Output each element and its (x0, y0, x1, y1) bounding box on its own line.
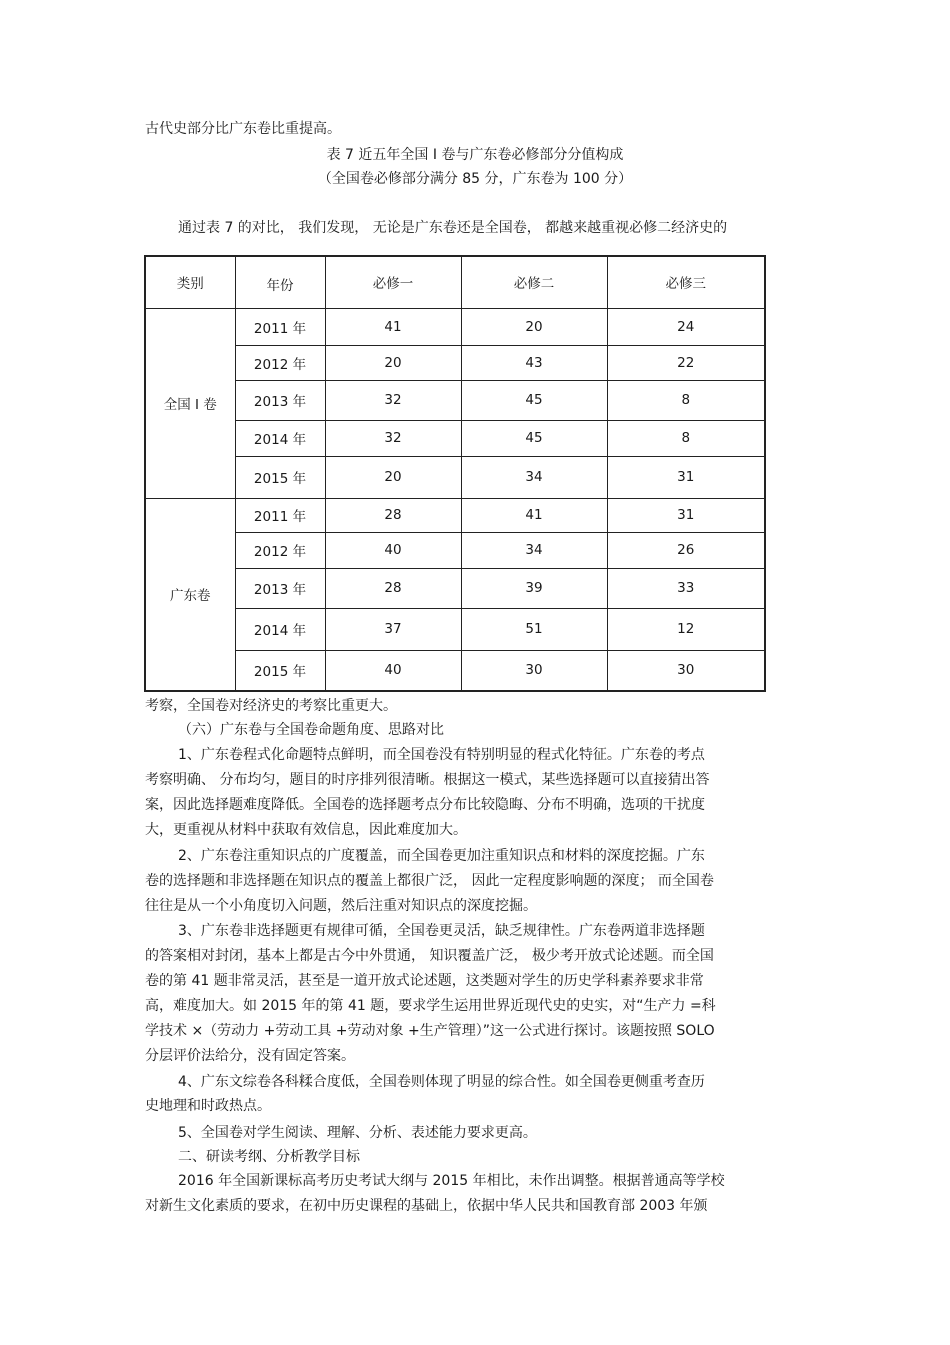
year-cell: 2012 年 (235, 345, 325, 380)
value-cell: 45 (461, 420, 607, 456)
value-cell: 24 (607, 308, 765, 345)
table-row (145, 532, 765, 568)
value-cell: 34 (461, 532, 607, 568)
table-caption: 表 7 近五年全国 I 卷与广东卷必修部分分值构成 (326, 147, 624, 163)
value-cell: 39 (461, 568, 607, 608)
section-heading: 二、研读考纲、分析教学目标 (178, 1149, 360, 1165)
table-row (145, 420, 765, 456)
header-col1: 必修一 (325, 256, 461, 308)
year-cell: 2011 年 (235, 308, 325, 345)
year-cell: 2013 年 (235, 380, 325, 420)
body-line: 卷的选择题和非选择题在知识点的覆盖上都很广泛， 因此一定程度影响题的深度； 而全国卷 (145, 873, 714, 889)
value-cell: 45 (461, 380, 607, 420)
value-cell: 30 (607, 650, 765, 691)
body-line: 考察明确、 分布均匀，题目的时序排列很清晰。根据这一模式，某些选择题可以直接猜出答 (145, 772, 710, 788)
value-cell: 20 (325, 456, 461, 498)
value-cell: 32 (325, 420, 461, 456)
value-cell: 8 (607, 420, 765, 456)
year-cell: 2014 年 (235, 420, 325, 456)
table-row (145, 345, 765, 380)
value-cell: 40 (325, 650, 461, 691)
header-year: 年份 (235, 256, 325, 308)
body-line: 大，更重视从材料中获取有效信息，因此难度加大。 (145, 822, 467, 838)
value-cell: 41 (325, 308, 461, 345)
body-line: 的答案相对封闭，基本上都是古今中外贯通， 知识覆盖广泛， 极少考开放式论述题。而全国 (145, 948, 714, 964)
body-line: 对新生文化素质的要求，在初中历史课程的基础上，依据中华人民共和国教育部 2003 年颁 (145, 1198, 708, 1214)
table-subcaption: （全国卷必修部分满分 85 分，广东卷为 100 分） (317, 171, 633, 187)
table-header-row (145, 256, 765, 308)
body-line: 3、广东卷非选择题更有规律可循，全国卷更灵活，缺乏规律性。广东卷两道非选择题 (178, 923, 705, 939)
value-cell: 20 (325, 345, 461, 380)
value-cell: 22 (607, 345, 765, 380)
lead-paragraph: 通过表 7 的对比， 我们发现， 无论是广东卷还是全国卷， 都越来越重视必修二经济史的 (178, 220, 728, 236)
body-line: 学技术 ×（劳动力 +劳动工具 +劳动对象 +生产管理）”这一公式进行探讨。该题按照 SOLO (145, 1023, 715, 1039)
table-row (145, 650, 765, 691)
body-line: 2016 年全国新课标高考历史考试大纲与 2015 年相比，未作出调整。根据普通高等学校 (178, 1173, 725, 1189)
year-cell: 2011 年 (235, 498, 325, 532)
year-cell: 2013 年 (235, 568, 325, 608)
body-line: 高，难度加大。如 2015 年的第 41 题，要求学生运用世界近现代史的史实，对“生产力 =科 (145, 998, 716, 1014)
table-row (145, 380, 765, 420)
value-cell: 37 (325, 608, 461, 650)
year-cell: 2015 年 (235, 456, 325, 498)
value-cell: 32 (325, 380, 461, 420)
body-line: 1、广东卷程式化命题特点鲜明，而全国卷没有特别明显的程式化特征。广东卷的考点 (178, 747, 705, 763)
score-table (144, 255, 766, 692)
body-line: 卷的第 41 题非常灵活，甚至是一道开放式论述题，这类题对学生的历史学科素养要求非常 (145, 973, 704, 989)
header-col2: 必修二 (461, 256, 607, 308)
year-cell: 2015 年 (235, 650, 325, 691)
year-cell: 2014 年 (235, 608, 325, 650)
value-cell: 33 (607, 568, 765, 608)
value-cell: 20 (461, 308, 607, 345)
intro-line: 古代史部分比广东卷比重提高。 (145, 121, 341, 137)
body-line: 史地理和时政热点。 (145, 1098, 271, 1114)
year-cell: 2012 年 (235, 532, 325, 568)
table-row (145, 568, 765, 608)
body-line: 2、广东卷注重知识点的广度覆盖，而全国卷更加注重知识点和材料的深度挖掘。广东 (178, 848, 705, 864)
table-row (145, 608, 765, 650)
value-cell: 30 (461, 650, 607, 691)
body-line: 考察，全国卷对经济史的考察比重更大。 (145, 698, 397, 714)
body-line: 4、广东文综卷各科糅合度低，全国卷则体现了明显的综合性。如全国卷更侧重考查历 (178, 1074, 705, 1090)
body-line: 往往是从一个小角度切入问题，然后注重对知识点的深度挖掘。 (145, 898, 537, 914)
body-line: 案，因此选择题难度降低。全国卷的选择题考点分布比较隐晦、分布不明确，选项的干扰度 (145, 797, 705, 813)
table-row (145, 498, 765, 532)
value-cell: 34 (461, 456, 607, 498)
table-row (145, 456, 765, 498)
value-cell: 31 (607, 498, 765, 532)
value-cell: 41 (461, 498, 607, 532)
value-cell: 28 (325, 498, 461, 532)
value-cell: 28 (325, 568, 461, 608)
value-cell: 51 (461, 608, 607, 650)
header-col3: 必修三 (607, 256, 765, 308)
value-cell: 43 (461, 345, 607, 380)
value-cell: 31 (607, 456, 765, 498)
header-category: 类别 (145, 256, 235, 308)
section-heading: （六）广东卷与全国卷命题角度、思路对比 (178, 722, 444, 738)
value-cell: 8 (607, 380, 765, 420)
group-label-guangdong: 广东卷 (145, 498, 235, 691)
value-cell: 40 (325, 532, 461, 568)
group-label-national: 全国 I 卷 (145, 308, 235, 498)
value-cell: 26 (607, 532, 765, 568)
table-row (145, 308, 765, 345)
body-line: 5、全国卷对学生阅读、理解、分析、表述能力要求更高。 (178, 1125, 537, 1141)
body-line: 分层评价法给分，没有固定答案。 (145, 1048, 355, 1064)
value-cell: 12 (607, 608, 765, 650)
